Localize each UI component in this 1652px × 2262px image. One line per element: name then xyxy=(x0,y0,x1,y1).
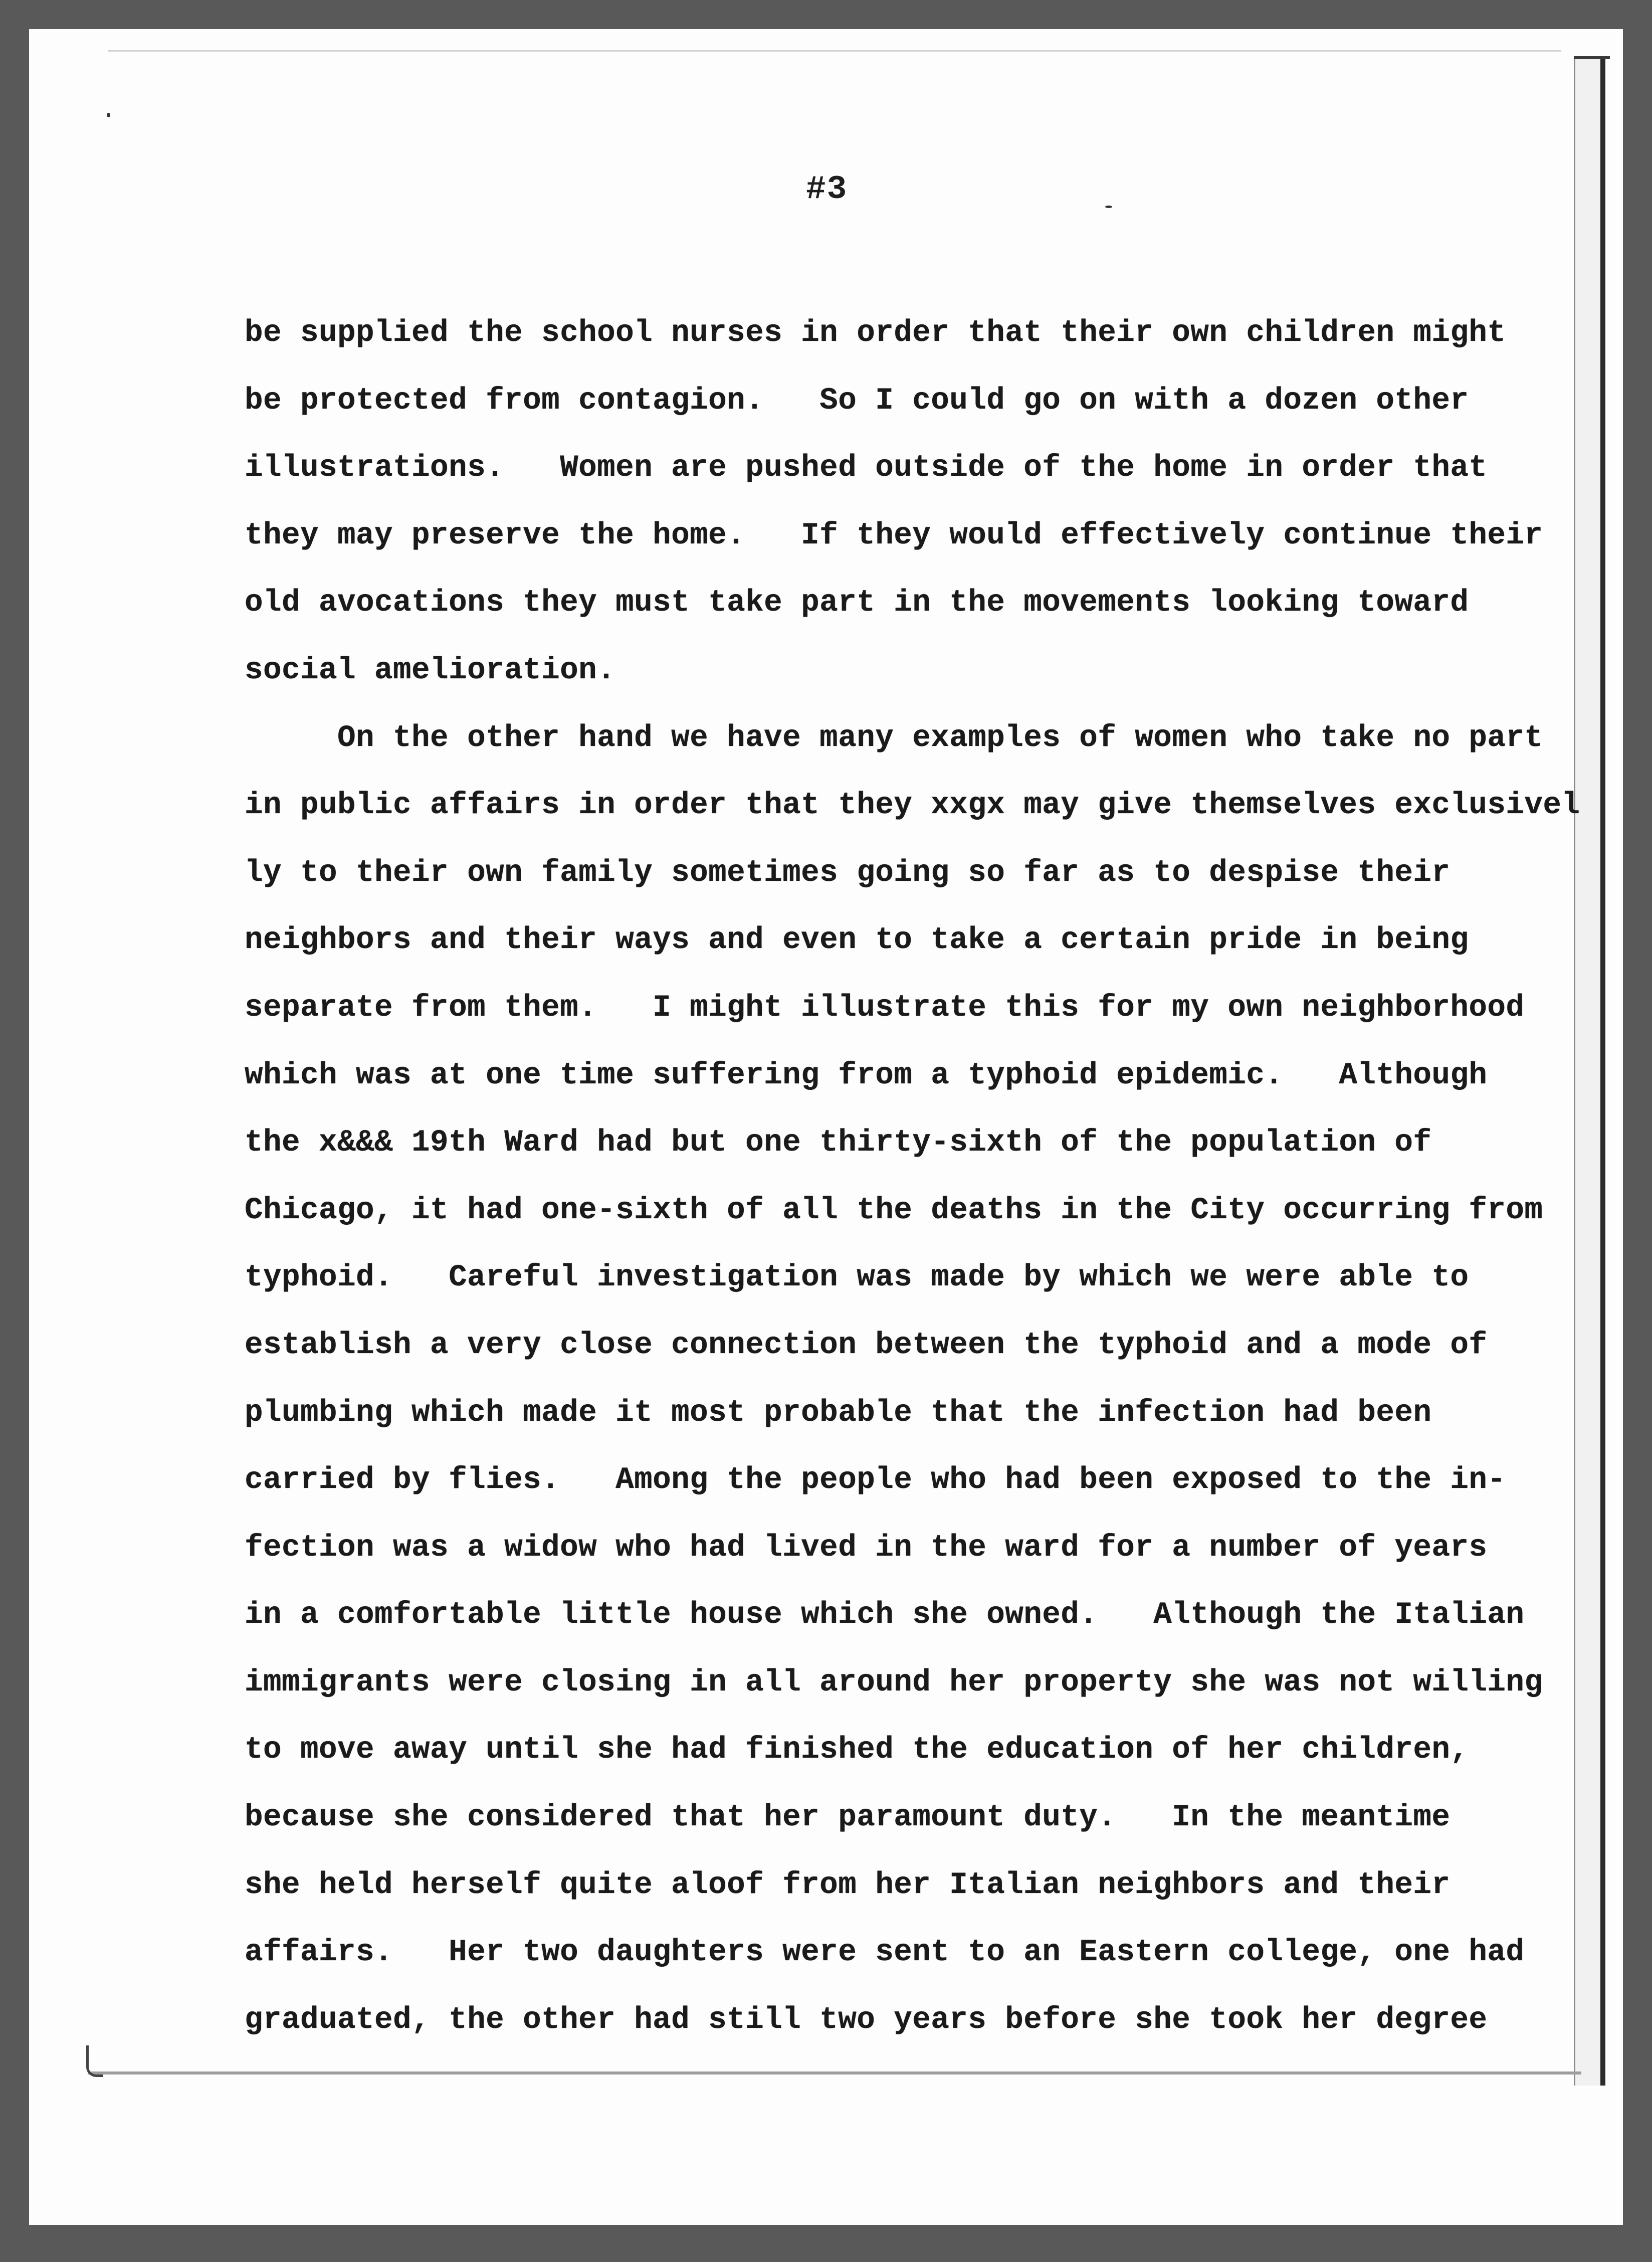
text-line: she held herself quite aloof from her Italian neighbors and their xyxy=(245,1867,1451,1903)
text-line: plumbing which made it most probable that the infection had been xyxy=(245,1395,1432,1430)
text-line: old avocations they must take part in the movements looking toward xyxy=(245,586,1469,621)
page-number: #3 xyxy=(806,170,848,208)
text-line: immigrants were closing in all around her property she was not willing xyxy=(245,1665,1543,1700)
paper-top-edge xyxy=(108,50,1561,52)
text-line: typhoid. Careful investigation was made by which we were able to xyxy=(245,1260,1469,1295)
text-line: the x&&& 19th Ward had but one thirty-sixth of the population of xyxy=(245,1125,1432,1161)
paper-right-edge xyxy=(1574,56,1605,2086)
ink-speck xyxy=(1105,206,1112,208)
text-line: On the other hand we have many examples of women who take no part xyxy=(245,720,1543,756)
text-line: be protected from contagion. So I could go on with a dozen other xyxy=(245,383,1469,418)
text-line: which was at one time suffering from a typhoid epidemic. Although xyxy=(245,1058,1488,1093)
paper-right-edge-top xyxy=(1574,56,1610,59)
text-line: fection was a widow who had lived in the ward for a number of years xyxy=(245,1530,1488,1565)
typewritten-body xyxy=(245,300,1578,2054)
text-line: carried by flies. Among the people who had been exposed to the in- xyxy=(245,1463,1506,1498)
text-line: to move away until she had finished the education of her children, xyxy=(245,1733,1469,1768)
text-line: social amelioration. xyxy=(245,653,616,688)
text-line: establish a very close connection between the typhoid and a mode of xyxy=(245,1328,1488,1363)
text-line: neighbors and their ways and even to take a certain pride in being xyxy=(245,923,1469,958)
text-line: because she considered that her paramount duty. In the meantime xyxy=(245,1800,1451,1835)
text-line: Chicago, it had one-sixth of all the deaths in the City occurring from xyxy=(245,1193,1543,1228)
text-line: in public affairs in order that they xxgx may give themselves exclusivel xyxy=(245,788,1580,823)
paper-bottom-edge xyxy=(88,2071,1581,2075)
text-line: illustrations. Women are pushed outside of the home in order that xyxy=(245,451,1488,486)
text-line: be supplied the school nurses in order that their own children might xyxy=(245,316,1506,350)
text-line: graduated, the other had still two years before she took her degree xyxy=(245,2002,1488,2037)
ink-speck xyxy=(107,113,110,117)
text-line: affairs. Her two daughters were sent to an Eastern college, one had xyxy=(245,1935,1525,1970)
text-line: they may preserve the home. If they would effectively continue their xyxy=(245,518,1543,553)
text-line: separate from them. I might illustrate this for my own neighborhood xyxy=(245,990,1525,1025)
paper-bottom-corner xyxy=(86,2045,103,2077)
text-line: ly to their own family sometimes going so far as to despise their xyxy=(245,855,1451,890)
text-line: in a comfortable little house which she owned. Although the Italian xyxy=(245,1598,1525,1633)
